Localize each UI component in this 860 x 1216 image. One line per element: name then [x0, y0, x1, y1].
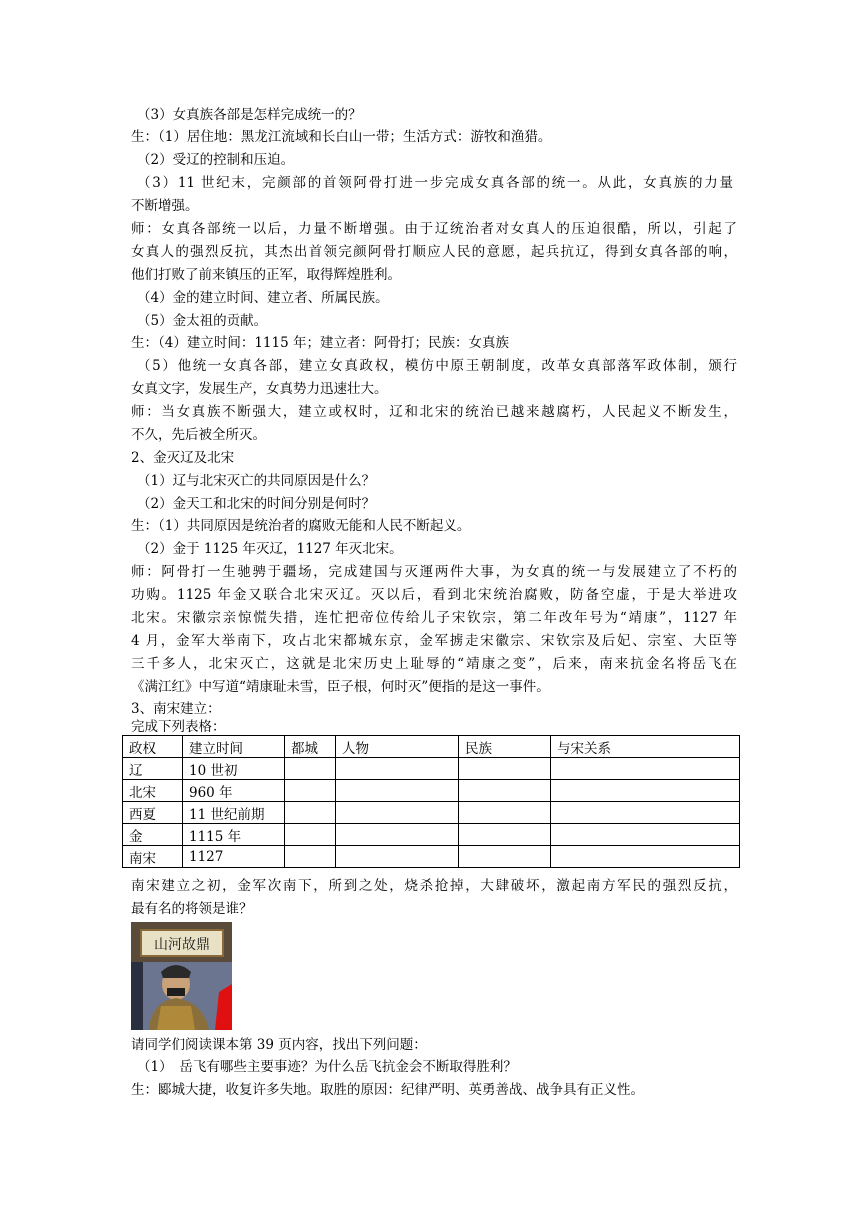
- table-row: [123, 802, 740, 824]
- yue-fei-statue-photo: [131, 922, 232, 1030]
- table-cell: [551, 758, 740, 780]
- table-caption: 完成下列表格：: [131, 719, 226, 735]
- plaque-text: 山河故鼎: [154, 937, 210, 953]
- table-cell: [336, 846, 459, 868]
- table-cell: [285, 846, 336, 868]
- table-cell: 960 年: [183, 780, 285, 802]
- teacher-line: 他们打败了前来镇压的正军，取得辉煌胜利。: [131, 267, 401, 283]
- table-cell: [336, 758, 459, 780]
- question-line: （5）金太祖的贡献。: [137, 313, 268, 329]
- teacher-line: 北宋。宋徽宗亲惊慌失措，连忙把帝位传给儿子宋钦宗，第二年改年号为“靖康”，1127 年: [131, 610, 737, 626]
- table-cell: [551, 824, 740, 846]
- teacher-line: 师：阿骨打一生驰骋于疆场，完成建国与灭運两件大事，为女真的统一与发展建立了不朽的: [131, 564, 737, 580]
- question-line: （1）辽与北宋灭亡的共同原因是什么？: [137, 473, 376, 489]
- answer-line: （5）他统一女真各部，建立女真政权，模仿中原王朝制度，改革女真部落军政体制，颁行: [137, 358, 737, 374]
- question-3-heading: （3）女真族各部是怎样完成统一的？: [137, 107, 362, 123]
- table-cell: 西夏: [123, 802, 183, 824]
- teacher-line: 三千多人，北宋灭亡，这就是北宋历史上耻辱的“靖康之变”，后来，南来抗金名将岳飞在: [131, 656, 737, 672]
- answer-line: （3）11 世纪末，完颜部的首领阿骨打进一步完成女真各部的统一。从此，女真族的力量: [137, 175, 733, 191]
- answer-line: 生：郾城大捷，收复许多失地。取胜的原因：纪律严明、英勇善战、战争具有正义性。: [131, 1082, 644, 1098]
- table-header-row: [123, 736, 740, 758]
- table-cell: [285, 758, 336, 780]
- table-cell: 10 世初: [183, 758, 285, 780]
- answer-line: 生：（1）共同原因是统治者的腐败无能和人民不断起义。: [131, 518, 471, 534]
- table-cell: [459, 758, 551, 780]
- table-cell: [459, 802, 551, 824]
- teacher-line: 不久，先后被全所灭。: [131, 427, 266, 443]
- table-row: [123, 780, 740, 802]
- table-cell: 辽: [123, 758, 183, 780]
- table-cell: 北宋: [123, 780, 183, 802]
- question-line: （1） 岳飞有哪些主要事迹？为什么岳飞抗金会不断取得胜利？: [137, 1059, 517, 1075]
- answer-line: 不断增强。: [131, 198, 199, 214]
- table-cell: [285, 780, 336, 802]
- answer-line: 女真文字，发展生产，女真势力迅速壮大。: [131, 381, 388, 397]
- question-line: （2）金天工和北宋的时间分别是何时？: [137, 496, 376, 512]
- question-line: 南宋建立之初，金军次南下，所到之处，烧杀抢掉，大肆破坏，激起南方军民的强烈反抗，: [131, 878, 737, 894]
- table-cell: [336, 780, 459, 802]
- table-cell: 金: [123, 824, 183, 846]
- table-header-cell: 政权: [123, 736, 183, 758]
- answer-line: （2）金于 1125 年灭辽，1127 年灭北宋。: [137, 541, 403, 557]
- table-cell: 11 世纪前期: [183, 802, 285, 824]
- regimes-table: [122, 735, 740, 868]
- teacher-line: 师：当女真族不断强大，建立或权时，辽和北宋的统治已越来越腐朽，人民起义不断发生，: [131, 404, 737, 420]
- answer-line: 生：（1）居住地：黑龙江流域和长白山一带；生活方式：游牧和渔猎。: [131, 129, 552, 145]
- section-heading: 2、金灭辽及北宋: [131, 450, 235, 466]
- table-header-cell: 建立时间: [183, 736, 285, 758]
- table-cell: 1127: [183, 846, 285, 868]
- table-cell: [459, 824, 551, 846]
- section-heading: 3、南宋建立：: [131, 701, 221, 717]
- teacher-line: 4 月，金军大举南下，攻占北宋都城东京，金军掳走宋徽宗、宋钦宗及后妃、宗室、大臣等: [131, 633, 737, 649]
- answer-line: （2）受辽的控制和压迫。: [137, 152, 295, 168]
- teacher-line: 女真人的强烈反抗，其杰出首领完颜阿骨打顺应人民的意愿，起兵抗辽，得到女真各部的响，: [131, 244, 737, 260]
- table-header-cell: 都城: [285, 736, 336, 758]
- table-cell: [285, 802, 336, 824]
- teacher-line: 师：女真各部统一以后，力量不断增强。由于辽统治者对女真人的压迫很酷，所以，引起了: [131, 221, 737, 237]
- instruction-line: 请同学们阅读课本第 39 页内容，找出下列问题：: [131, 1037, 427, 1053]
- table-row: [123, 758, 740, 780]
- table-cell: [459, 780, 551, 802]
- table-cell: [551, 846, 740, 868]
- table-cell: [551, 802, 740, 824]
- question-line: 最有名的将领是谁？: [131, 901, 253, 917]
- teacher-line: 《满江红》中写道“靖康耻未雪，臣子根，何时灭”便指的是这一事件。: [131, 679, 550, 695]
- table-cell: [551, 780, 740, 802]
- table-cell: [285, 824, 336, 846]
- table-row: [123, 846, 740, 868]
- table-row: [123, 824, 740, 846]
- table-cell: 1115 年: [183, 824, 285, 846]
- table-header-cell: 民族: [459, 736, 551, 758]
- table-cell: [336, 802, 459, 824]
- table-header-cell: 与宋关系: [551, 736, 740, 758]
- question-line: （4）金的建立时间、建立者、所属民族。: [137, 290, 389, 306]
- table-cell: [459, 846, 551, 868]
- answer-line: 生：（4）建立时间：1115 年；建立者：阿骨打；民族：女真族: [131, 335, 509, 351]
- teacher-line: 功购。1125 年金又联合北宋灭辽。灭以后，看到北宋统治腐败，防备空虚，于是大举进攻: [131, 587, 737, 603]
- table-header-cell: 人物: [336, 736, 459, 758]
- table-cell: [336, 824, 459, 846]
- table-cell: 南宋: [123, 846, 183, 868]
